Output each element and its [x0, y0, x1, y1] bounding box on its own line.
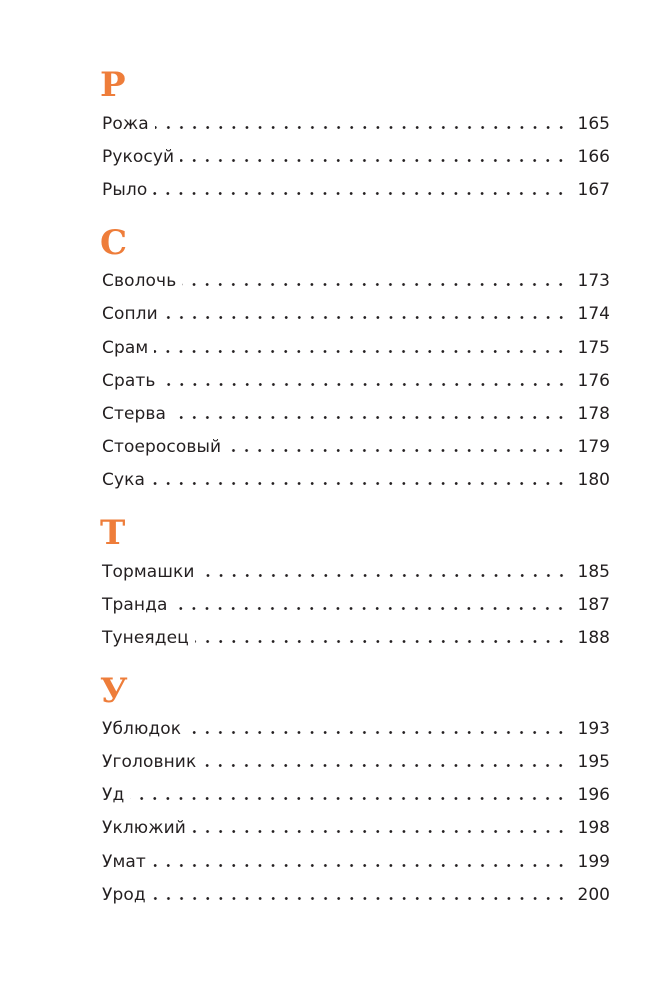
entry-page-number: 187 — [577, 595, 610, 615]
entry-term: Тунеядец — [102, 628, 189, 648]
entry-page-number: 198 — [577, 818, 610, 838]
entry-term: Уголовник — [102, 752, 197, 772]
entry-page-number: 165 — [577, 114, 610, 134]
index-entry — [102, 468, 610, 492]
section-letter-u: У — [100, 671, 128, 711]
index-entry — [102, 402, 610, 426]
index-entry — [102, 112, 610, 136]
index-entry — [102, 302, 610, 326]
index-entry — [102, 850, 610, 874]
index-entry — [102, 626, 610, 650]
index-entry — [102, 145, 610, 169]
entry-page-number: 180 — [577, 470, 610, 490]
entry-term: Урод — [102, 885, 146, 905]
dot-leader — [152, 863, 568, 868]
index-entry — [102, 717, 610, 741]
index-entry — [102, 883, 610, 907]
entry-page-number: 174 — [577, 304, 610, 324]
entry-term: Рукосуй — [102, 147, 175, 167]
entry-page-number: 166 — [577, 147, 610, 167]
dot-leader — [152, 896, 568, 901]
entry-page-number: 195 — [577, 752, 610, 772]
entry-page-number: 178 — [577, 404, 610, 424]
entry-page-number: 199 — [577, 852, 610, 872]
entry-term: Сволочь — [102, 271, 177, 291]
entry-page-number: 185 — [577, 562, 610, 582]
dot-leader — [187, 730, 567, 735]
section-letter-s: С — [100, 223, 128, 263]
entry-term: Уклюжий — [102, 818, 186, 838]
index-entry — [102, 560, 610, 584]
dot-leader — [172, 415, 567, 420]
entry-term: Сопли — [102, 304, 158, 324]
dot-leader — [173, 606, 567, 611]
entry-page-number: 193 — [577, 719, 610, 739]
index-entry — [102, 269, 610, 293]
entry-term: Срать — [102, 371, 156, 391]
dot-leader — [182, 282, 567, 287]
index-entry — [102, 336, 610, 360]
entry-page-number: 200 — [577, 885, 610, 905]
entry-term: Умат — [102, 852, 146, 872]
entry-term: Уд — [102, 785, 125, 805]
entry-page-number: 176 — [577, 371, 610, 391]
dot-leader — [162, 382, 568, 387]
entry-page-number: 188 — [577, 628, 610, 648]
dot-leader — [153, 191, 567, 196]
dot-leader — [155, 125, 568, 130]
index-entry — [102, 750, 610, 774]
entry-page-number: 167 — [577, 180, 610, 200]
entry-term: Ублюдок — [102, 719, 182, 739]
entry-term: Срам — [102, 338, 149, 358]
entry-term: Транда — [102, 595, 168, 615]
index-entry — [102, 178, 610, 202]
entry-term: Рыло — [102, 180, 148, 200]
index-entry — [102, 593, 610, 617]
dot-leader — [195, 639, 568, 644]
dot-leader — [227, 448, 567, 453]
dot-leader — [202, 763, 567, 768]
entry-page-number: 175 — [577, 338, 610, 358]
index-entry — [102, 435, 610, 459]
section-letter-t: Т — [100, 513, 126, 553]
index-entry — [102, 816, 610, 840]
entry-page-number: 196 — [577, 785, 610, 805]
dot-leader — [192, 829, 568, 834]
dot-leader — [154, 349, 567, 354]
dot-leader — [180, 158, 567, 163]
dot-leader — [164, 315, 568, 320]
section-letter-r: Р — [100, 65, 126, 105]
index-entry — [102, 369, 610, 393]
entry-term: Рожа — [102, 114, 149, 134]
dot-leader — [130, 796, 567, 801]
entry-term: Стерва — [102, 404, 167, 424]
entry-page-number: 179 — [577, 437, 610, 457]
entry-term: Стоеросовый — [102, 437, 222, 457]
index-entry — [102, 783, 610, 807]
dot-leader — [201, 573, 568, 578]
entry-term: Тормашки — [102, 562, 195, 582]
entry-term: Сука — [102, 470, 146, 490]
dot-leader — [151, 481, 568, 486]
entry-page-number: 173 — [577, 271, 610, 291]
